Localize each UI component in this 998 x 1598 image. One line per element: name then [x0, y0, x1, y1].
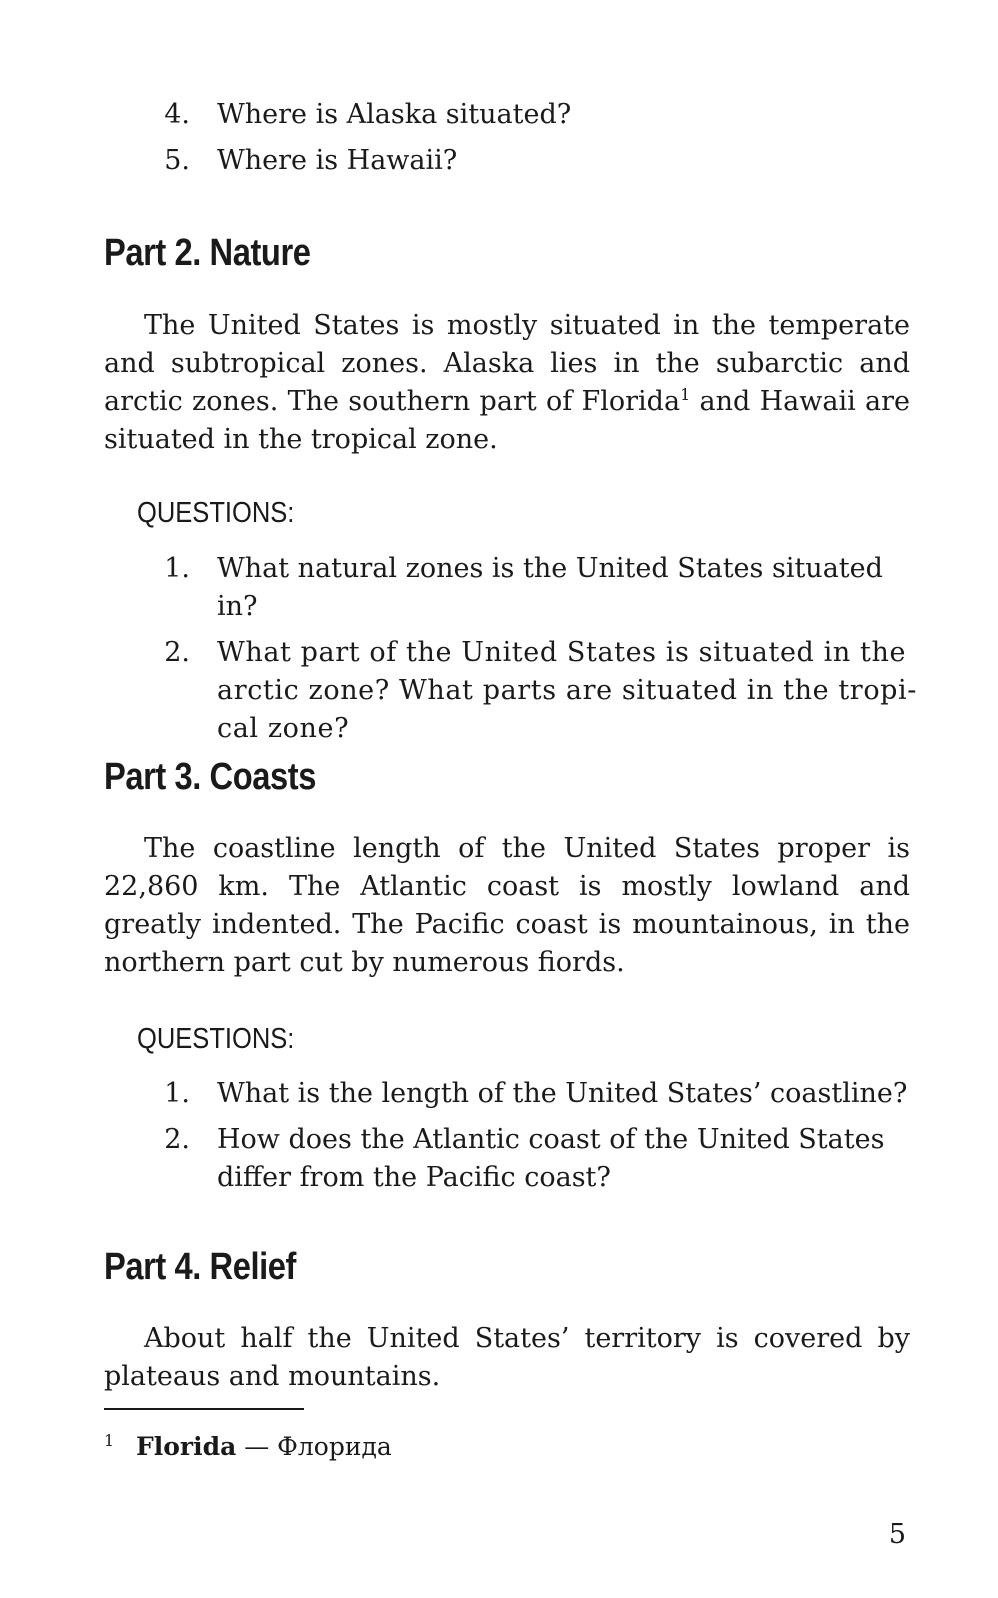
question-text: What part of the United States is situated in the arctic zone? What parts are situated in the tropical zone?	[217, 637, 917, 744]
question-text: Where is Alaska situated?	[217, 99, 572, 130]
part2-paragraph-text-1: The United States is mostly situated in the temperate and subtropical zones. Alaska lies in the subarctic and arctic zones. The southern part of Florida	[104, 310, 910, 417]
question-number: 1.	[164, 1078, 190, 1109]
question-number: 2.	[164, 1124, 190, 1155]
footnote	[104, 1430, 392, 1464]
question-text: How does the Atlantic coast of the United States differ from the Pacific coast?	[217, 1124, 885, 1193]
part2-question-list	[0, 550, 998, 756]
question-item	[0, 142, 998, 180]
question-item	[0, 634, 998, 748]
question-item	[0, 1075, 998, 1113]
part3-questions-label: QUESTIONS:	[137, 1023, 295, 1055]
question-number: 2.	[164, 637, 190, 668]
part4-heading: Part 4. Relief	[104, 1246, 296, 1288]
footnote-divider	[104, 1408, 304, 1410]
question-number: 4.	[164, 99, 190, 130]
part2-questions-label: QUESTIONS:	[137, 497, 295, 529]
part3-question-list	[0, 1075, 998, 1205]
page-number: 5	[888, 1519, 906, 1550]
question-item	[0, 1121, 998, 1197]
question-text: What is the length of the United States’ coastline?	[217, 1078, 908, 1109]
footnote-reference: 1	[680, 385, 691, 404]
question-text: What natural zones is the United States situated in?	[217, 553, 883, 622]
part2-paragraph	[104, 307, 910, 459]
part2-heading: Part 2. Nature	[104, 232, 311, 274]
part2-paragraph-text-2: and Hawaii are situated in the tropical zone.	[104, 386, 911, 455]
footnote-mark: 1	[104, 1431, 115, 1450]
question-number: 1.	[164, 553, 190, 584]
question-number: 5.	[164, 145, 190, 176]
part4-paragraph: About half the United States’ territory is covered by plateaus and mountains.	[104, 1323, 910, 1392]
part3-heading: Part 3. Coasts	[104, 756, 316, 798]
question-item	[0, 96, 998, 134]
question-item	[0, 550, 998, 626]
question-text: Where is Hawaii?	[217, 145, 458, 176]
part3-paragraph: The coastline length of the United States proper is 22,860 km. The Atlantic coast is mostly lowland and greatly indented. The Pacific coast is mountainous, in the northern part cut by numerous fiords.	[104, 833, 910, 978]
footnote-term: Florida	[136, 1432, 237, 1461]
footnote-translation: — Флорида	[236, 1432, 392, 1461]
intro-question-list	[0, 96, 998, 188]
